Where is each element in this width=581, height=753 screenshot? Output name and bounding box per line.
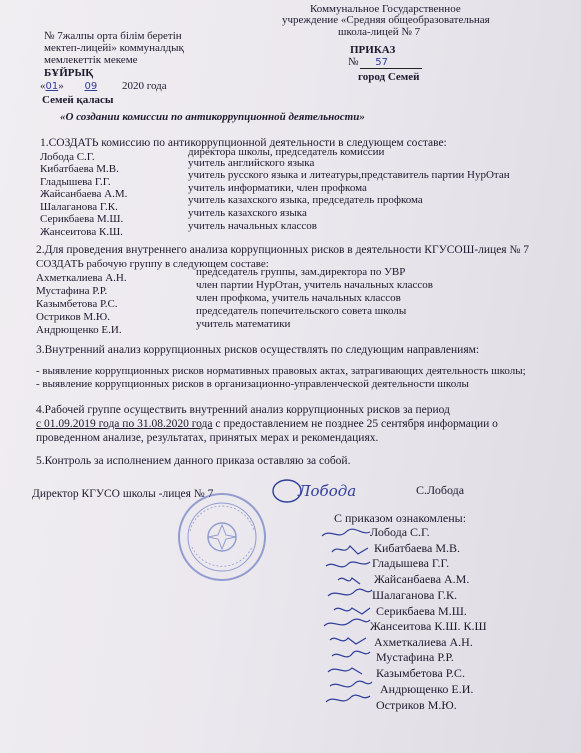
sec1-member-name: Кибатбаева М.В. [40,163,119,175]
acquainted-name: Шалаганова Г.К. [372,588,457,602]
sec1-member-role: учитель информатики, член профкома [188,182,367,194]
acquainted-name: Жайсанбаева А.М. [374,572,470,586]
sec4-line1: 4.Рабочей группе осуществить внутренний анализ коррупционных рисков за период [36,404,450,416]
acquainted-name: Мустафина Р.Р. [376,650,454,664]
acquainted-name: Лобода С.Г. [370,525,430,539]
header-right-org-line2: учреждение «Средняя общеобразовательная [282,14,490,26]
sec1-member-role: учитель казахского языка [188,207,307,219]
sec1-member-role: учитель русского языка и литеатуры,представитель партии НурОтан [188,169,510,181]
director-name: С.Лобода [416,483,465,497]
date-year: 2020 года [121,80,167,92]
sec5-control: 5.Контроль за исполнением данного приказа оставляю за собой. [36,455,351,467]
document-title: «О создании комиссии по антикоррупционной деятельности» [60,111,365,123]
sec2-member-name: Казымбетова Р.С. [36,298,118,310]
sec2-intro-line1: 2.Для проведения внутреннего анализа коррупционных рисков в деятельности КГУСОШ-лицея № 7 [36,244,530,256]
sec1-member-name: Серикбаева М.Ш. [40,213,124,225]
header-left-org-line3: мемлекеттік мекеме [44,54,138,66]
date-day: 01 [45,81,59,92]
acquainted-name: Андрющенко Е.И. [380,682,474,696]
sec2-member-name: Остриков М.Ю. [36,311,110,323]
official-stamp [176,491,268,583]
sec2-member-role: член партии НурОтан, учитель начальных классов [196,279,434,291]
svg-text:Лобода: Лобода [298,482,357,500]
director-label: Директор КГУСО школы -лицея № 7 [32,488,214,500]
sec2-member-name: Ахметкалиева А.Н. [36,272,127,284]
header-left-order-word: БҰЙРЫҚ [44,67,94,79]
acquainted-name: Жансеитова К.Ш. К.Ш [370,619,487,633]
order-no-underline [360,68,422,69]
sec1-member-name: Гладышева Г.Г. [40,176,111,188]
sec2-member-role: председатель попечительского совета школы [196,305,407,317]
sec1-member-name: Жансеитова К.Ш. [40,226,123,238]
acquainted-name: Казымбетова Р.С. [376,666,465,680]
sec1-member-role: учитель английского языка [188,157,315,169]
acquainted-name: Серикбаева М.Ш. [376,604,467,618]
signature-scribbles [318,526,380,716]
sec4-line3: проведенном анализе, результатах, принятых мерах и рекомендациях. [36,432,379,444]
sec1-intro: 1.СОЗДАТЬ комиссию по антикоррупционной деятельности в следующем составе: [40,137,447,149]
sec1-member-name: Лобода С.Г. [40,151,95,163]
header-left-org-line1: № 7жалпы орта білім беретін [44,30,182,42]
order-no-prefix: № [348,56,359,68]
header-right-order-word: ПРИКАЗ [350,44,396,56]
sec3-item1: - выявление коррупционных рисков нормативных правовых актах, затрагивающих деятельность школы; [36,365,526,377]
sec1-member-role: директора школы, председатель комиссии [188,146,385,158]
acquainted-name: Гладышева Г.Г. [372,556,450,570]
sec2-member-name: Мустафина Р.Р. [36,285,108,297]
sec2-member-role: учитель математики [196,318,291,330]
sec2-member-role: член профкома, учитель начальных классов [196,292,401,304]
sec1-member-name: Жайсанбаева А.М. [40,188,128,200]
sec3-item2: - выявление коррупционных рисков в организационно-управленческой деятельности школы [36,378,469,390]
header-right-org-line1: Коммунальное Государственное [310,3,461,15]
sec2-intro-line2: СОЗДАТЬ рабочую группу в следующем составе: [36,258,269,270]
header-right-city: город Семей [358,71,420,83]
director-signature [270,476,370,506]
sec4-line2-rest: с предоставлением не позднее 25 сентября информации о [212,418,498,430]
header-left-date: «01» 09 2020 года [40,80,167,92]
acquainted-heading: С приказом ознакомлены: [334,511,467,525]
header-left-org-line2: мектеп-лицейі» коммуналдық [44,42,184,54]
sec4-period: с 01.09.2019 года по 31.08.2020 года [36,418,213,430]
acquainted-name: Ахметкалиева А.Н. [374,635,473,649]
sec2-member-name: Андрющенко Е.И. [36,324,122,336]
sec1-member-name: Шалаганова Г.К. [40,201,118,213]
header-right-org-line3: школа-лицей № 7 [338,26,421,38]
date-month: 09 [84,81,98,92]
sec1-member-role: учитель начальных классов [188,220,317,232]
acquainted-name: Остриков М.Ю. [376,698,457,712]
sec1-member-role: учитель казахского языка, председатель профкома [188,194,423,206]
sec2-member-role: председатель группы, зам.директора по УВР [196,266,406,278]
header-left-city: Семей қаласы [42,94,114,106]
order-no: 57 [375,57,388,68]
acquainted-name: Кибатбаева М.В. [374,541,461,555]
sec3-intro: 3.Внутренний анализ коррупционных рисков осуществлять по следующим направлениям: [36,344,480,356]
sec4-line2 [36,418,498,430]
